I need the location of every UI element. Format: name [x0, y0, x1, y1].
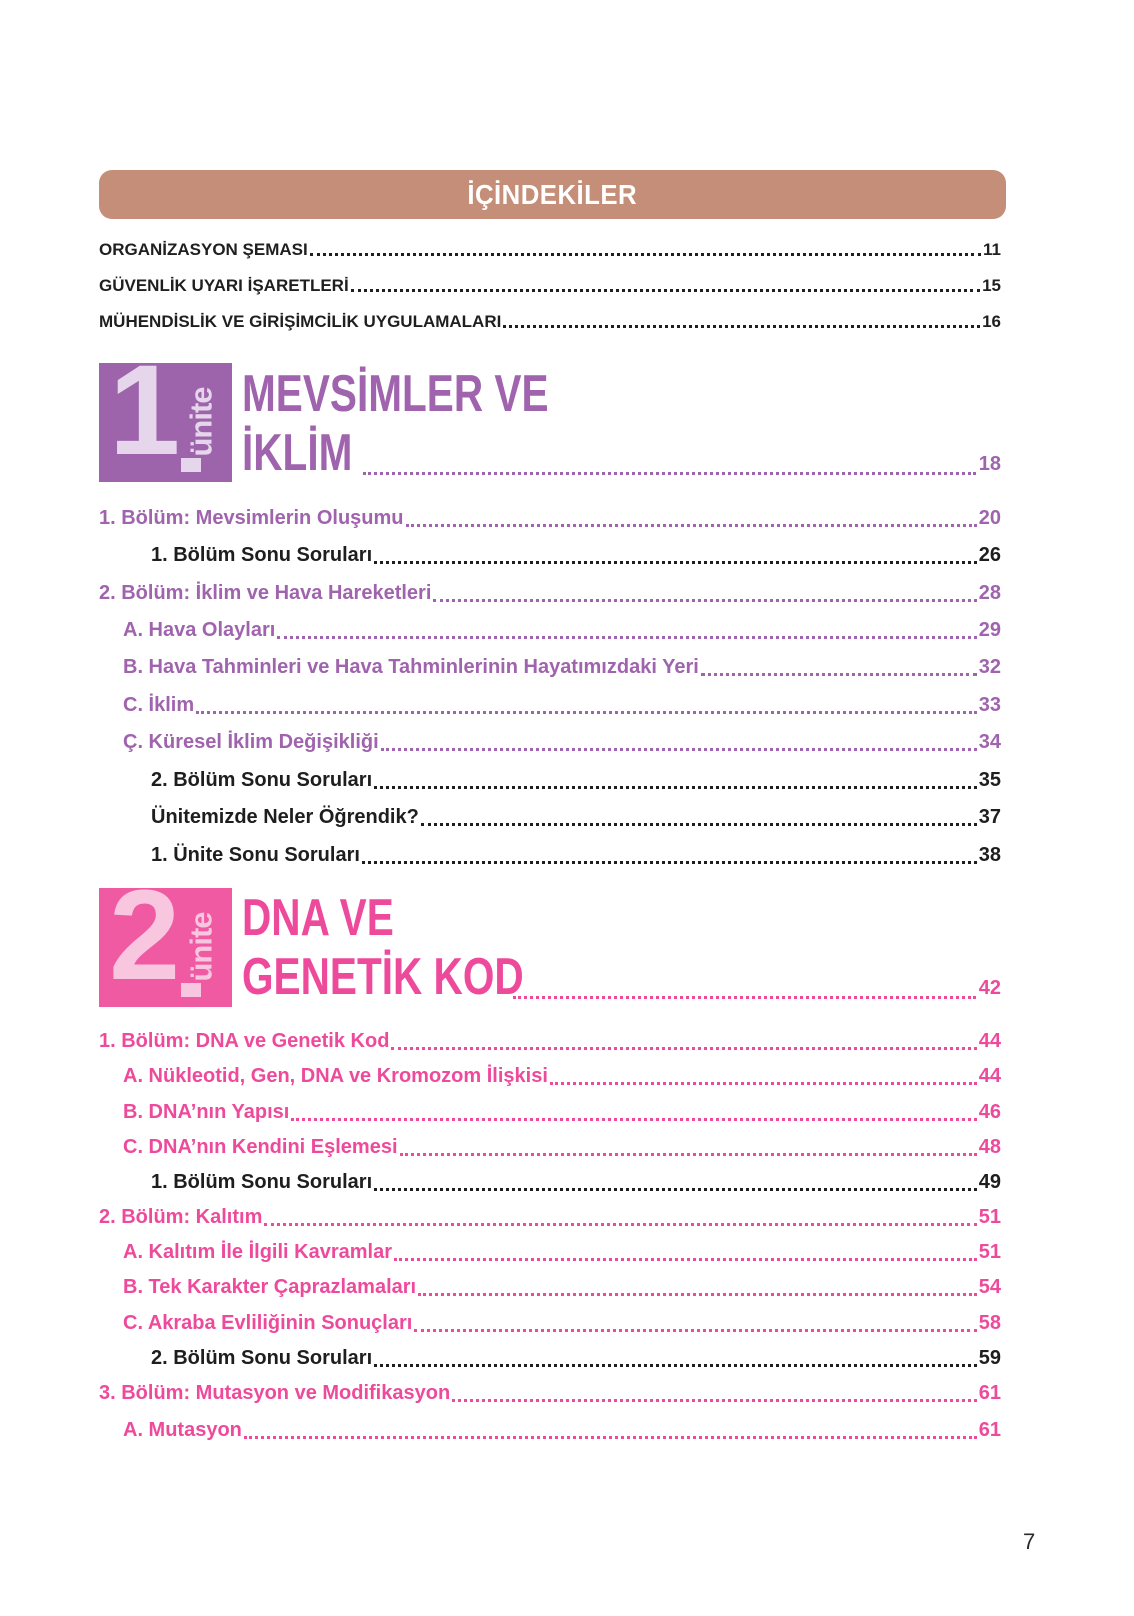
toc-entry[interactable] [123, 1276, 1001, 1302]
toc-entry[interactable] [151, 844, 1001, 870]
toc-entry-label: ORGANİZASYON ŞEMASI [99, 240, 308, 259]
dot-leader [701, 673, 977, 676]
toc-entry-label: 2. Bölüm Sonu Soruları [151, 1347, 373, 1369]
toc-entry-label: 1. Bölüm: DNA ve Genetik Kod [99, 1030, 390, 1052]
toc-entry-label: Ünitemizde Neler Öğrendik? [151, 806, 419, 828]
unit-page: 18 [978, 453, 1001, 475]
toc-entry-engineering-entrepreneurship[interactable] [99, 312, 1001, 334]
unit-word: ünite [184, 912, 219, 982]
toc-entry-page: 44 [978, 1030, 1001, 1052]
unit-1-title-entry[interactable] [242, 425, 1001, 481]
toc-entry[interactable] [123, 694, 1001, 720]
unit-1-title-line1 [242, 366, 1001, 422]
toc-entry-label: 1. Bölüm Sonu Soruları [151, 544, 373, 566]
dot-leader [277, 636, 976, 639]
toc-entry-page: 46 [978, 1101, 1001, 1123]
toc-entry-page: 16 [982, 312, 1001, 331]
dot-leader [351, 289, 980, 292]
dot-leader [513, 996, 976, 999]
toc-entry[interactable] [151, 544, 1001, 570]
dot-leader [550, 1082, 977, 1085]
toc-entry-label: 2. Bölüm Sonu Soruları [151, 769, 373, 791]
unit-title: GENETİK KOD [242, 948, 524, 1006]
toc-entry[interactable] [99, 1382, 1001, 1408]
toc-entry-page: 26 [978, 544, 1001, 566]
toc-entry[interactable] [123, 656, 1001, 682]
toc-entry-label: B. Tek Karakter Çaprazlamaları [123, 1276, 417, 1298]
toc-entry-label: 2. Bölüm: Kalıtım [99, 1206, 263, 1228]
unit-title: İKLİM [242, 424, 353, 482]
toc-entry-page: 28 [978, 582, 1001, 604]
toc-entry-page: 20 [978, 507, 1001, 529]
toc-entry[interactable] [151, 769, 1001, 795]
dot-leader [421, 823, 977, 826]
toc-entry-label: 1. Bölüm Sonu Soruları [151, 1171, 373, 1193]
toc-entry-label: 1. Ünite Sonu Soruları [151, 844, 360, 866]
toc-entry-page: 44 [978, 1065, 1001, 1087]
toc-entry[interactable] [99, 507, 1001, 533]
toc-entry-label: 2. Bölüm: İklim ve Hava Hareketleri [99, 582, 432, 604]
toc-entry-label: 1. Bölüm: Mevsimlerin Oluşumu [99, 507, 404, 529]
toc-entry[interactable] [151, 1171, 1001, 1197]
toc-entry[interactable] [123, 1241, 1001, 1267]
toc-entry[interactable] [123, 1312, 1001, 1338]
unit-2-badge [99, 888, 232, 1007]
dot-leader [374, 786, 977, 789]
toc-entry-page: 38 [978, 844, 1001, 866]
toc-entry-page: 35 [978, 769, 1001, 791]
page-title: İÇİNDEKİLER [467, 178, 638, 210]
unit-word: ünite [184, 387, 219, 457]
dot-leader [264, 1223, 976, 1226]
dot-leader [433, 599, 976, 602]
unit-dot-decoration [181, 458, 201, 472]
toc-entry-page: 61 [978, 1419, 1001, 1441]
page-number: 7 [1023, 1529, 1036, 1554]
toc-entry-safety-signs[interactable] [99, 276, 1001, 298]
dot-leader [374, 561, 977, 564]
toc-entry[interactable] [123, 731, 1001, 757]
dot-leader [418, 1293, 977, 1296]
dot-leader [362, 861, 977, 864]
toc-entry[interactable] [99, 582, 1001, 608]
unit-title: MEVSİMLER VE [242, 365, 549, 423]
toc-entry-page: 51 [978, 1241, 1001, 1263]
dot-leader [400, 1153, 977, 1156]
toc-entry-label: A. Mutasyon [123, 1419, 242, 1441]
toc-entry-organization-chart[interactable] [99, 240, 1001, 262]
toc-entry-label: A. Hava Olayları [123, 619, 276, 641]
dot-leader [291, 1118, 976, 1121]
toc-entry-page: 33 [978, 694, 1001, 716]
toc-entry-label: A. Kalıtım İle İlgili Kavramlar [123, 1241, 392, 1263]
toc-entry-label: 3. Bölüm: Mutasyon ve Modifikasyon [99, 1382, 451, 1404]
unit-number: 2 [109, 888, 177, 1007]
toc-entry[interactable] [151, 806, 1001, 832]
toc-entry-label: B. Hava Tahminleri ve Hava Tahminlerinin Hayatımızdaki Yeri [123, 656, 699, 678]
dot-leader [394, 1258, 977, 1261]
dot-leader [310, 253, 981, 256]
toc-entry[interactable] [151, 1347, 1001, 1373]
toc-entry-label: MÜHENDİSLİK VE GİRİŞİMCİLİK UYGULAMALARI [99, 312, 502, 331]
toc-entry-label: A. Nükleotid, Gen, DNA ve Kromozom İlişkisi [123, 1065, 548, 1087]
unit-title: DNA VE [242, 889, 394, 947]
dot-leader [452, 1399, 977, 1402]
toc-entry-page: 51 [978, 1206, 1001, 1228]
dot-leader [381, 748, 977, 751]
toc-entry-page: 58 [978, 1312, 1001, 1334]
toc-entry-page: 29 [978, 619, 1001, 641]
dot-leader [414, 1329, 976, 1332]
unit-page: 42 [978, 977, 1001, 999]
dot-leader [196, 711, 977, 714]
toc-entry[interactable] [123, 1065, 1001, 1091]
toc-entry-page: 61 [978, 1382, 1001, 1404]
unit-2-title-line1 [242, 890, 1001, 946]
toc-entry-page: 59 [978, 1347, 1001, 1369]
dot-leader [363, 472, 976, 475]
toc-entry-label: C. DNA’nın Kendini Eşlemesi [123, 1136, 398, 1158]
toc-entry[interactable] [123, 619, 1001, 645]
toc-entry[interactable] [99, 1206, 1001, 1232]
toc-entry[interactable] [123, 1101, 1001, 1127]
contents-header-bar [99, 170, 1006, 219]
dot-leader [244, 1436, 977, 1439]
toc-entry-label: Ç. Küresel İklim Değişikliği [123, 731, 379, 753]
toc-entry-page: 32 [978, 656, 1001, 678]
dot-leader [391, 1047, 976, 1050]
toc-entry[interactable] [99, 1030, 1001, 1056]
dot-leader [503, 325, 980, 328]
toc-entry[interactable] [123, 1419, 1001, 1445]
dot-leader [374, 1188, 977, 1191]
toc-entry-page: 15 [982, 276, 1001, 295]
dot-leader [374, 1364, 977, 1367]
unit-number: 1 [109, 363, 177, 482]
toc-entry-label: C. İklim [123, 694, 195, 716]
toc-entry-page: 11 [983, 240, 1001, 259]
toc-entry-page: 37 [978, 806, 1001, 828]
toc-entry-page: 49 [978, 1171, 1001, 1193]
unit-2-title-entry[interactable] [242, 949, 1001, 1005]
toc-entry-label: B. DNA’nın Yapısı [123, 1101, 290, 1123]
toc-entry[interactable] [123, 1136, 1001, 1162]
unit-1-badge [99, 363, 232, 482]
toc-entry-page: 34 [978, 731, 1001, 753]
toc-entry-label: GÜVENLİK UYARI İŞARETLERİ [99, 276, 349, 295]
toc-entry-page: 48 [978, 1136, 1001, 1158]
dot-leader [406, 524, 977, 527]
toc-entry-label: C. Akraba Evliliğinin Sonuçları [123, 1312, 413, 1334]
toc-entry-page: 54 [978, 1276, 1001, 1298]
unit-dot-decoration [181, 983, 201, 997]
